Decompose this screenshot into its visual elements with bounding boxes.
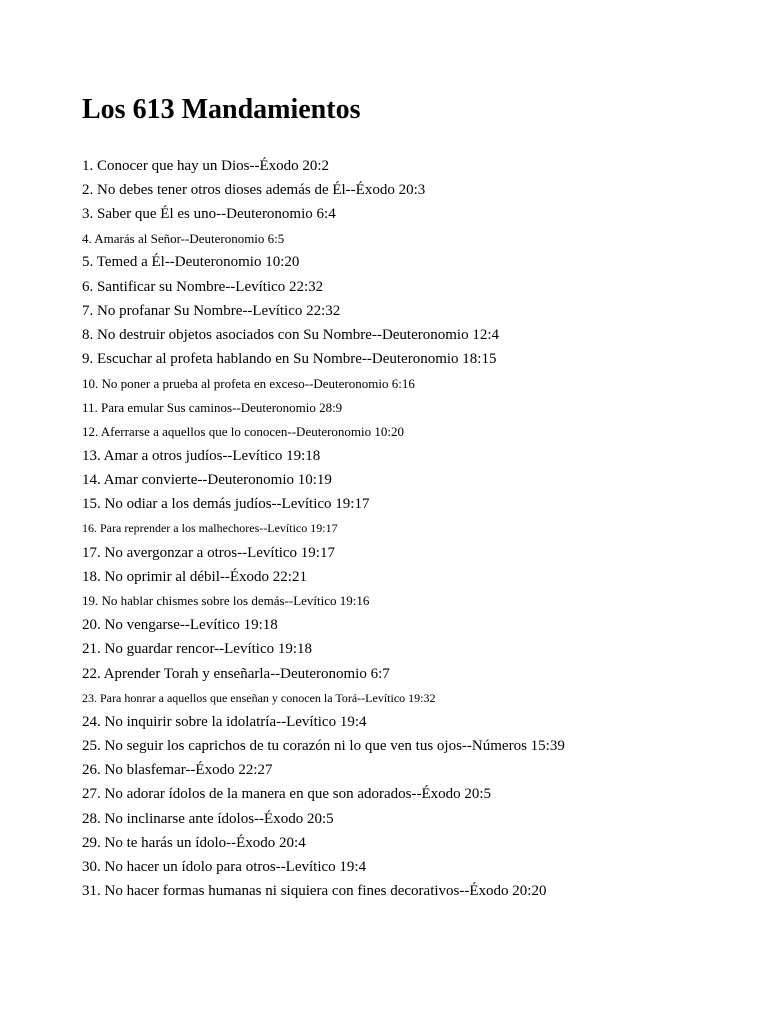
page-title: Los 613 Mandamientos <box>82 94 361 125</box>
commandment-item: 23. Para honrar a aquellos que enseñan y conocen la Torá--Levítico 19:32 <box>82 690 436 705</box>
commandment-item: 20. No vengarse--Levítico 19:18 <box>82 617 278 634</box>
commandment-item: 17. No avergonzar a otros--Levítico 19:17 <box>82 544 335 561</box>
commandment-item: 7. No profanar Su Nombre--Levítico 22:32 <box>82 302 341 319</box>
commandment-item: 14. Amar convierte--Deuteronomio 10:19 <box>82 472 332 489</box>
commandment-item: 5. Temed a Él--Deuteronomio 10:20 <box>82 254 300 271</box>
document-page <box>82 92 742 900</box>
commandment-item: 21. No guardar rencor--Levítico 19:18 <box>82 641 313 658</box>
commandment-item: 26. No blasfemar--Éxodo 22:27 <box>82 762 273 779</box>
commandment-item: 25. No seguir los caprichos de tu corazón ni lo que ven tus ojos--Números 15:39 <box>82 738 565 755</box>
commandment-item: 10. No poner a prueba al profeta en exceso--Deuteronomio 6:16 <box>82 375 415 391</box>
commandment-item: 19. No hablar chismes sobre los demás--Levítico 19:16 <box>82 593 370 609</box>
commandment-item: 6. Santificar su Nombre--Levítico 22:32 <box>82 278 324 295</box>
commandment-item: 30. No hacer un ídolo para otros--Levítico 19:4 <box>82 859 367 876</box>
commandment-item: 24. No inquirir sobre la idolatría--Levítico 19:4 <box>82 713 367 730</box>
commandment-item: 11. Para emular Sus caminos--Deuteronomio 28:9 <box>82 399 343 415</box>
commandment-item: 27. No adorar ídolos de la manera en que son adorados--Éxodo 20:5 <box>82 786 492 803</box>
commandment-item: 3. Saber que Él es uno--Deuteronomio 6:4 <box>82 205 336 222</box>
commandment-item: 13. Amar a otros judíos--Levítico 19:18 <box>82 447 321 464</box>
commandment-item: 29. No te harás un ídolo--Éxodo 20:4 <box>82 834 306 851</box>
commandment-item: 31. No hacer formas humanas ni siquiera con fines decorativos--Éxodo 20:20 <box>82 883 547 900</box>
commandment-item: 2. No debes tener otros dioses además de Él--Éxodo 20:3 <box>82 181 426 198</box>
commandment-item: 28. No inclinarse ante ídolos--Éxodo 20:5 <box>82 810 334 827</box>
commandment-item: 22. Aprender Torah y enseñarla--Deuteronomio 6:7 <box>82 665 390 682</box>
commandment-list <box>82 154 742 904</box>
commandment-item: 4. Amarás al Señor--Deuteronomio 6:5 <box>82 230 285 246</box>
commandment-item: 16. Para reprender a los malhechores--Levítico 19:17 <box>82 521 338 536</box>
commandment-item: 1. Conocer que hay un Dios--Éxodo 20:2 <box>82 157 330 174</box>
commandment-item: 9. Escuchar al profeta hablando en Su Nombre--Deuteronomio 18:15 <box>82 351 497 368</box>
commandment-item: 12. Aferrarse a aquellos que lo conocen--Deuteronomio 10:20 <box>82 424 405 440</box>
commandment-item: 8. No destruir objetos asociados con Su Nombre--Deuteronomio 12:4 <box>82 326 500 343</box>
commandment-item: 15. No odiar a los demás judíos--Levítico 19:17 <box>82 496 370 513</box>
commandment-item: 18. No oprimir al débil--Éxodo 22:21 <box>82 568 307 585</box>
